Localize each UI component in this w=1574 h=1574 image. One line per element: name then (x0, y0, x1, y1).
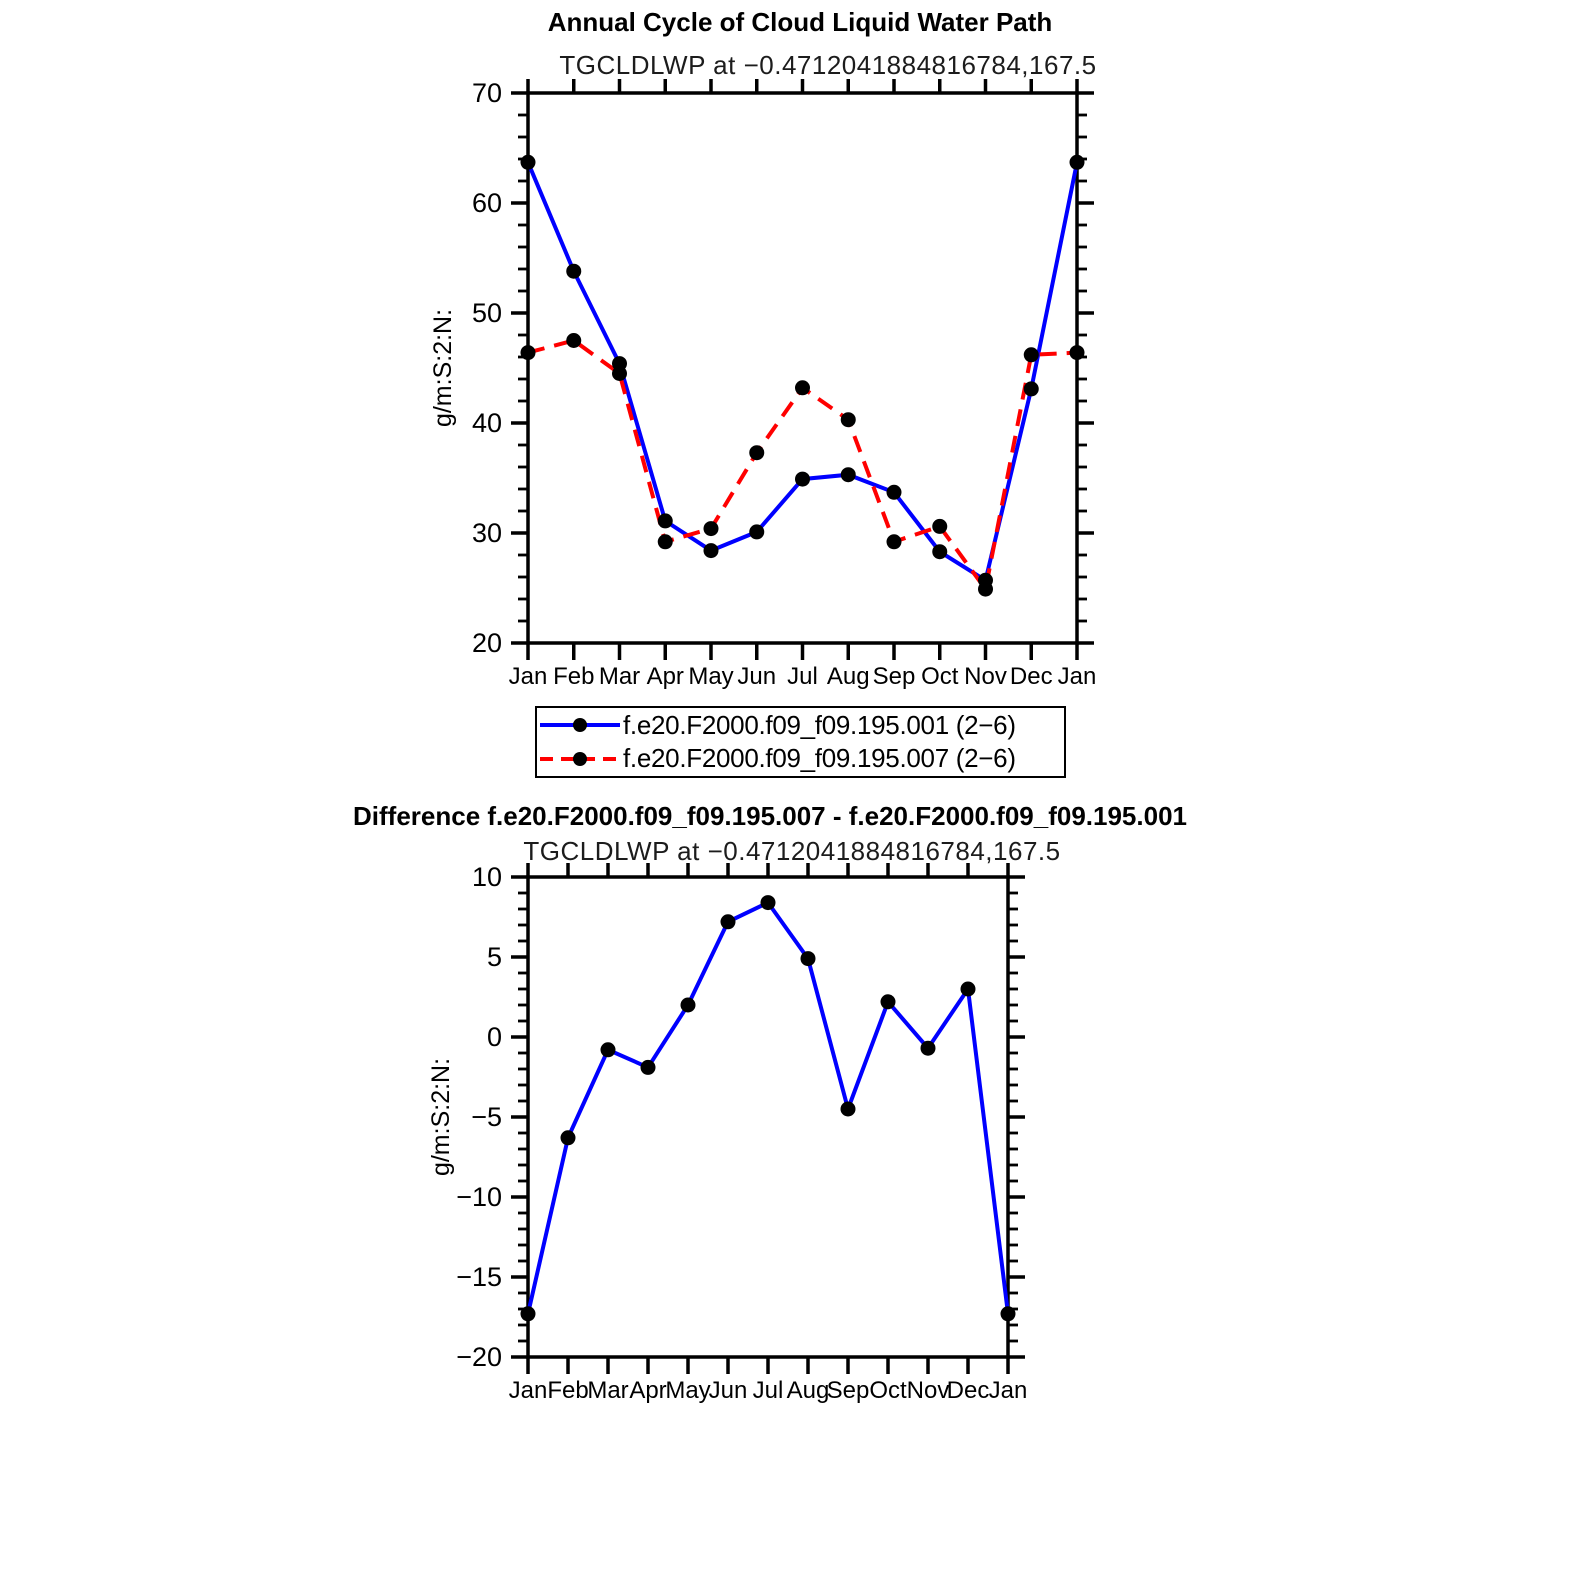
data-point (921, 1041, 936, 1056)
data-point (521, 1306, 536, 1321)
data-point (841, 412, 856, 427)
x-tick-label: Apr (646, 663, 684, 690)
x-tick-label: Nov (906, 1377, 950, 1404)
series-line-0-1 (528, 341, 1077, 590)
data-point (521, 155, 536, 170)
top-chart (429, 78, 1096, 690)
data-point (801, 951, 816, 966)
data-point (887, 534, 902, 549)
x-tick-label: Feb (553, 663, 595, 690)
y-axis-ticks (511, 877, 1025, 1357)
data-point (978, 582, 993, 597)
data-point (795, 472, 810, 487)
legend-marker-dot (573, 718, 587, 732)
data-point (1070, 155, 1085, 170)
data-point (887, 485, 902, 500)
x-tick-label: Sep (826, 1377, 870, 1404)
x-tick-label: Jun (708, 1377, 748, 1404)
data-point (841, 1102, 856, 1117)
y-tick-label: −15 (456, 1262, 502, 1292)
y-tick-label: 60 (471, 188, 502, 218)
bottom-chart-subtitle: TGCLDLWP at −0.4712041884816784,167.5 (523, 836, 1061, 866)
legend-label-007: f.e20.F2000.f09_f09.195.007 (2−6) (623, 743, 1016, 774)
x-tick-label: Aug (826, 663, 870, 690)
data-point (704, 543, 719, 558)
x-tick-label: Jun (737, 663, 777, 690)
y-axis-title: g/m:S:2:N: (427, 1057, 455, 1177)
x-tick-label: Oct (869, 1377, 907, 1404)
data-point (641, 1060, 656, 1075)
data-point (961, 982, 976, 997)
x-tick-label: Jan (508, 1377, 548, 1404)
x-tick-label: Nov (964, 663, 1007, 690)
y-tick-label: 30 (471, 518, 502, 548)
data-point (566, 333, 581, 348)
x-tick-label: May (688, 663, 734, 690)
legend-marker-dot (573, 752, 587, 766)
data-point (566, 264, 581, 279)
data-point (681, 998, 696, 1013)
y-tick-label: 50 (471, 298, 502, 328)
y-tick-label: 0 (486, 1022, 502, 1052)
legend-item-001 (537, 709, 1064, 741)
y-tick-label: 10 (471, 862, 502, 892)
top-chart-subtitle: TGCLDLWP at −0.4712041884816784,167.5 (559, 50, 1097, 80)
legend-label-001: f.e20.F2000.f09_f09.195.001 (2−6) (623, 709, 1016, 740)
y-tick-label: 20 (471, 628, 502, 658)
data-point (1070, 345, 1085, 360)
legend-line-sample-dashed-red (537, 749, 623, 769)
x-tick-label: Oct (921, 663, 959, 690)
top-chart-title: Annual Cycle of Cloud Liquid Water Path (547, 7, 1053, 37)
x-tick-label: Sep (872, 663, 916, 690)
x-tick-label: Feb (547, 1377, 589, 1404)
x-tick-label: Aug (786, 1377, 830, 1404)
x-tick-label: Dec (946, 1377, 990, 1404)
x-tick-label: Apr (629, 1377, 667, 1404)
y-axis-title: g/m:S:2:N: (429, 308, 457, 428)
data-point (841, 467, 856, 482)
x-tick-label: Jul (752, 1377, 784, 1404)
y-tick-label: 70 (471, 78, 502, 108)
legend-item-007 (537, 743, 1064, 775)
legend-line-sample-solid-blue (537, 715, 623, 735)
y-tick-label: −5 (471, 1102, 502, 1132)
x-tick-label: Jan (1057, 663, 1097, 690)
data-point (721, 914, 736, 929)
series-line-0-0 (528, 162, 1077, 580)
x-axis-ticks (528, 863, 1008, 1374)
y-tick-labels (456, 862, 502, 1372)
data-point (932, 519, 947, 534)
legend-box (535, 706, 1066, 778)
data-point (658, 513, 673, 528)
x-tick-label: Mar (587, 1377, 629, 1404)
data-point (521, 345, 536, 360)
data-point (749, 445, 764, 460)
data-point (749, 524, 764, 539)
data-point (1001, 1306, 1016, 1321)
x-tick-labels (509, 663, 1097, 690)
data-point (1024, 381, 1039, 396)
bottom-chart (427, 862, 1027, 1404)
data-point-markers-0-1 (521, 333, 1085, 597)
data-point-markers-1-0 (521, 895, 1016, 1321)
bottom-chart-title: Difference f.e20.F2000.f09_f09.195.007 - f.e20.F2000.f09_f09.195.001 (353, 801, 1187, 831)
data-point (1024, 347, 1039, 362)
x-tick-label: Mar (598, 663, 641, 690)
x-tick-label: Jan (988, 1377, 1028, 1404)
y-tick-label: 40 (471, 408, 502, 438)
x-tick-label: May (665, 1377, 711, 1404)
data-point (761, 895, 776, 910)
x-tick-label: Jul (787, 663, 818, 690)
x-tick-labels (509, 1377, 1028, 1404)
y-tick-label: −10 (456, 1182, 502, 1212)
plot-frame (528, 877, 1008, 1357)
y-axis-ticks (511, 93, 1094, 643)
data-point (932, 544, 947, 559)
y-tick-label: −20 (456, 1342, 502, 1372)
series-line-1-0 (528, 903, 1008, 1314)
data-point (881, 994, 896, 1009)
y-tick-label: 5 (486, 942, 502, 972)
data-point (704, 521, 719, 536)
data-point (658, 534, 673, 549)
data-point (601, 1042, 616, 1057)
data-point (561, 1130, 576, 1145)
x-axis-ticks (528, 79, 1077, 660)
data-point (795, 380, 810, 395)
y-tick-labels (472, 78, 502, 658)
x-tick-label: Jan (508, 663, 548, 690)
x-tick-label: Dec (1009, 663, 1053, 690)
data-point (612, 366, 627, 381)
